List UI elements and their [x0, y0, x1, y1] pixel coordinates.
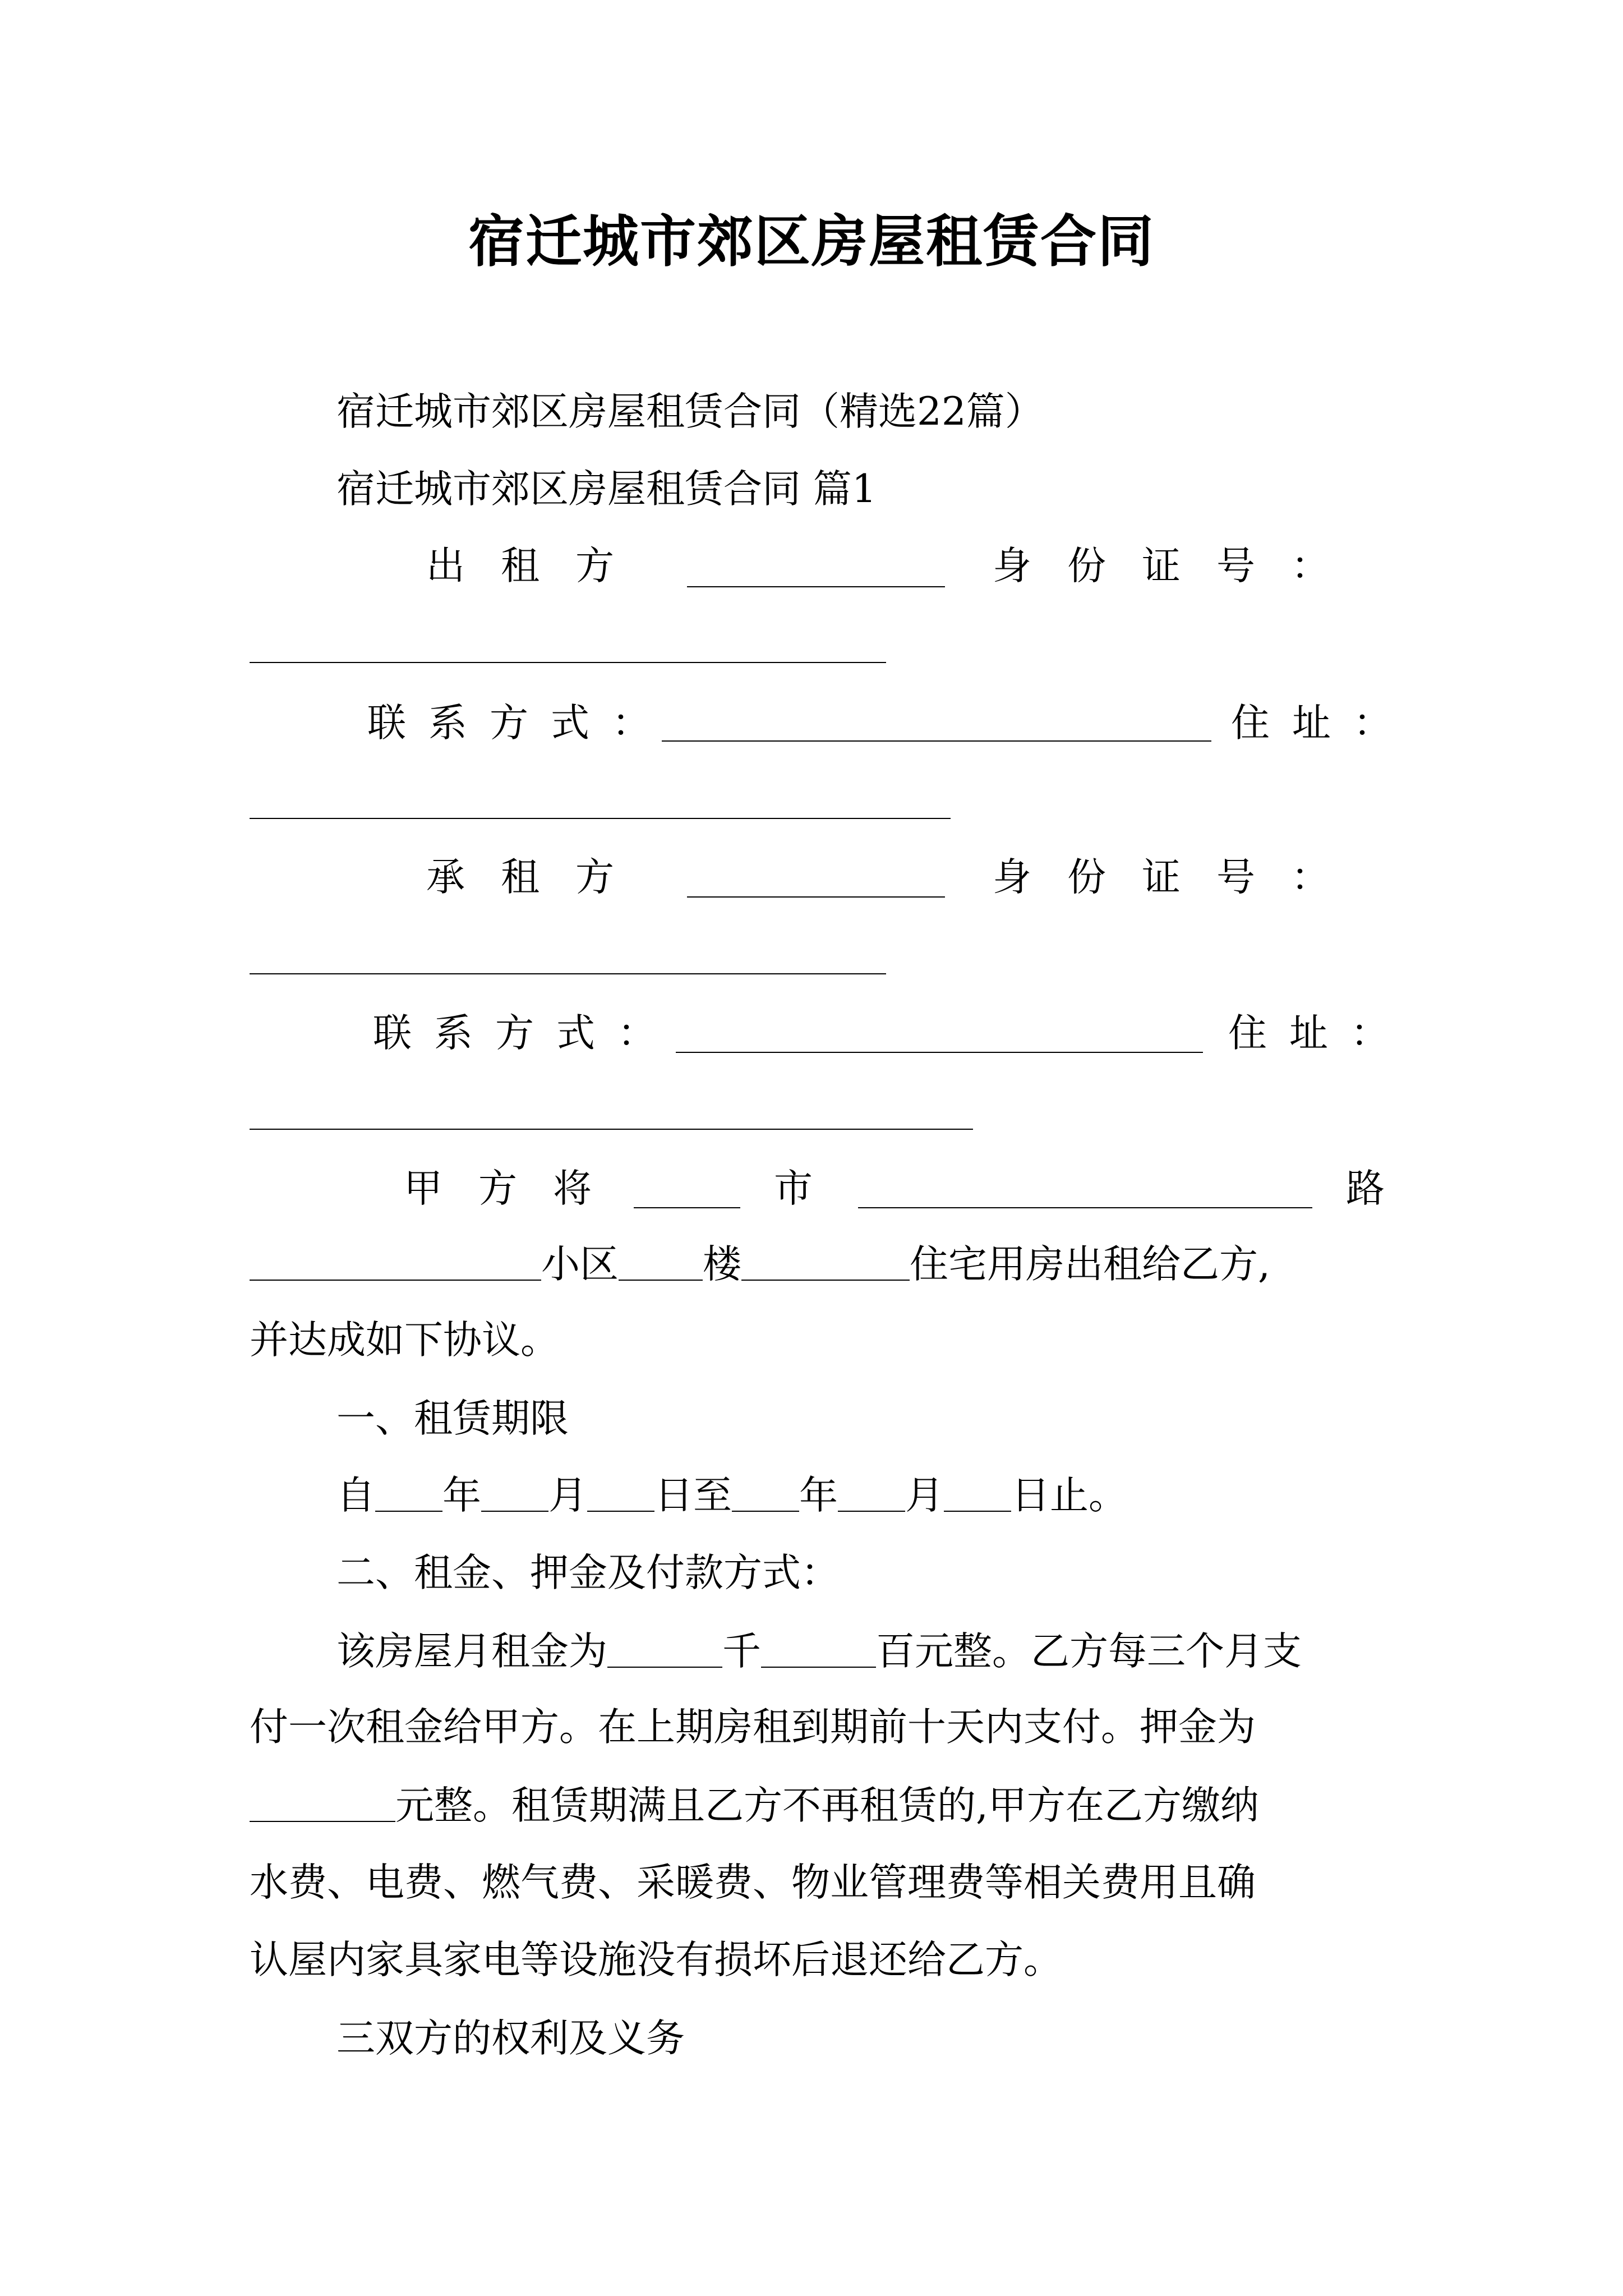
section-2-heading: 二、租金、押金及付款方式：	[336, 1550, 840, 1595]
lessee-contact-label: 联系方式：	[373, 1011, 679, 1056]
lessor-name-blank	[687, 586, 945, 587]
article-heading: 宿迁城市郊区房屋租赁合同 篇1	[336, 467, 877, 512]
lessor-contact-blank	[662, 740, 1211, 742]
month-text: 月	[905, 1473, 944, 1518]
deposit-text: 元整。租赁期满且乙方不再租赁的,甲方在乙方缴纳	[395, 1783, 1259, 1828]
start-month-blank	[481, 1478, 548, 1512]
lessee-address-blank	[250, 1129, 973, 1130]
day-end-text: 日止。	[1011, 1473, 1127, 1518]
community-label: 小区	[541, 1242, 619, 1287]
lessee-address-label: 住址：	[1228, 1011, 1412, 1056]
year-text: 年	[799, 1473, 838, 1518]
city-blank	[634, 1207, 740, 1208]
deposit-blank	[250, 1788, 395, 1822]
agreement-text: 并达成如下协议。	[250, 1318, 559, 1363]
rent-line-5: 认屋内家具家电等设施没有损坏后退还给乙方。	[250, 1938, 1062, 1982]
community-blank	[250, 1247, 541, 1281]
section-3-heading: 三双方的权利及义务	[336, 2016, 685, 2061]
from-text: 自	[336, 1473, 375, 1518]
party-a-gives: 甲方将	[404, 1166, 628, 1211]
thousand-blank	[607, 1634, 722, 1668]
year-text: 年	[442, 1473, 481, 1518]
lessee-name-blank	[687, 896, 945, 898]
rent-line-1	[336, 1629, 1302, 1674]
lessor-id-blank	[250, 662, 886, 663]
lessee-label: 承租方	[426, 855, 650, 900]
residence-text: 住宅用房出租给乙方,	[910, 1242, 1270, 1287]
hundred-text: 百元整。乙方每三个月支	[876, 1629, 1302, 1674]
month-text: 月	[548, 1473, 587, 1518]
rent-prefix: 该房屋月租金为	[336, 1629, 607, 1674]
lessee-id-label: 身份证号：	[993, 855, 1366, 900]
subtitle: 宿迁城市郊区房屋租赁合同（精选22篇）	[336, 389, 1044, 434]
lessor-contact-label: 联系方式：	[367, 701, 673, 746]
unit-blank	[741, 1247, 910, 1281]
end-month-blank	[838, 1478, 905, 1512]
hundred-blank	[761, 1634, 876, 1668]
property-line	[250, 1242, 1270, 1287]
lessee-contact-blank	[676, 1052, 1203, 1053]
start-day-blank	[587, 1478, 654, 1512]
lessor-address-label: 住址：	[1231, 701, 1414, 746]
lessor-address-blank	[250, 818, 951, 819]
lease-period-line	[336, 1473, 1127, 1518]
end-year-blank	[732, 1478, 799, 1512]
rent-line-4: 水费、电费、燃气费、采暖费、物业管理费等相关费用且确	[250, 1860, 1256, 1905]
city-label: 市	[774, 1166, 813, 1211]
building-blank	[619, 1247, 703, 1281]
lessor-label: 出租方	[426, 544, 650, 588]
start-year-blank	[375, 1478, 442, 1512]
rent-line-2: 付一次租金给甲方。在上期房租到期前十天内支付。押金为	[250, 1705, 1256, 1750]
lessee-id-blank	[250, 973, 886, 974]
end-day-blank	[944, 1478, 1011, 1512]
section-1-heading: 一、租赁期限	[336, 1396, 569, 1441]
road-blank	[858, 1207, 1312, 1208]
thousand-text: 千	[722, 1629, 761, 1674]
day-to-text: 日至	[654, 1473, 732, 1518]
lessor-id-label: 身份证号：	[993, 544, 1366, 588]
rent-line-3	[250, 1783, 1259, 1828]
building-label: 楼	[703, 1242, 741, 1287]
document-title: 宿迁城市郊区房屋租赁合同	[468, 208, 1155, 274]
road-label: 路	[1346, 1166, 1385, 1211]
